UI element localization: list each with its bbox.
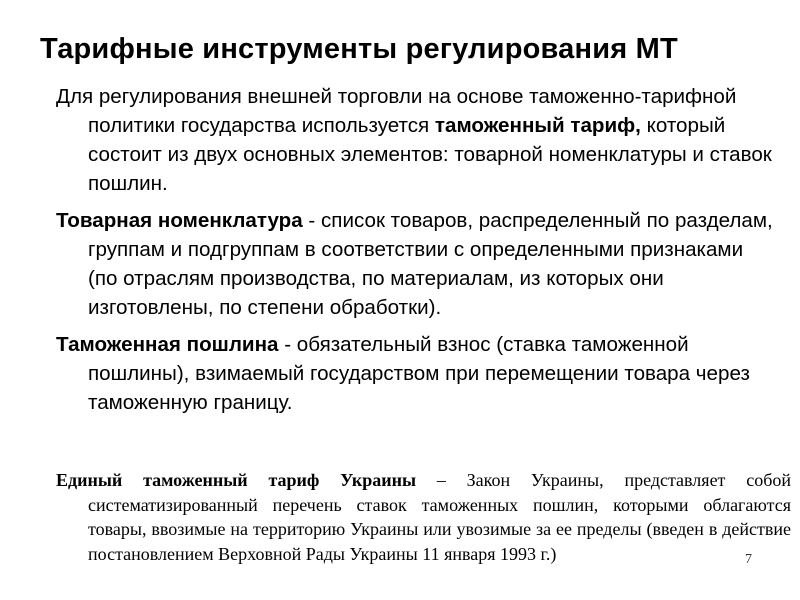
paragraph-text: - обязательный взнос (ставка таможенной пошлины), взимаемый государством при перемещении товара через таможенную границу. [88, 333, 750, 414]
note-unified-tariff [56, 468, 791, 566]
term-customs-tariff: таможенный тариф, [434, 114, 641, 137]
term-nomenclature: Товарная номенклатура [56, 209, 303, 232]
note-text: – Закон Украины, представляет собой систематизированный перечень ставок таможенных пошлин, которыми облагаются товары, ввозимые на территорию Украины или увозимые за ее пределы (введен в действие постановлением Верховной Рады Украины 11 января 1993 г.) [88, 470, 791, 564]
term-unified-tariff: Единый таможенный тариф Украины [56, 470, 417, 490]
paragraph-customs-tariff [56, 82, 776, 198]
paragraph-text: который состоит из двух основных элементов: товарной номенклатуры и ставок пошлин. [88, 114, 772, 195]
paragraph-nomenclature [56, 206, 776, 322]
term-customs-duty: Таможенная пошлина [56, 333, 279, 356]
slide-title: Тарифные инструменты регулирования МТ [40, 33, 678, 65]
paragraph-text: - список товаров, распределенный по разделам, группам и подгруппам в соответствии с определенными признаками (по отраслям производства, по материалам, из которых они изготовлены, по степени обработки). [88, 209, 773, 319]
paragraph-duty [56, 330, 776, 417]
page-number: 7 [745, 552, 752, 567]
slide-body [56, 82, 776, 425]
paragraph-text: Для регулирования внешней торговли на основе таможенно-тарифной политики государства используется [56, 85, 737, 137]
